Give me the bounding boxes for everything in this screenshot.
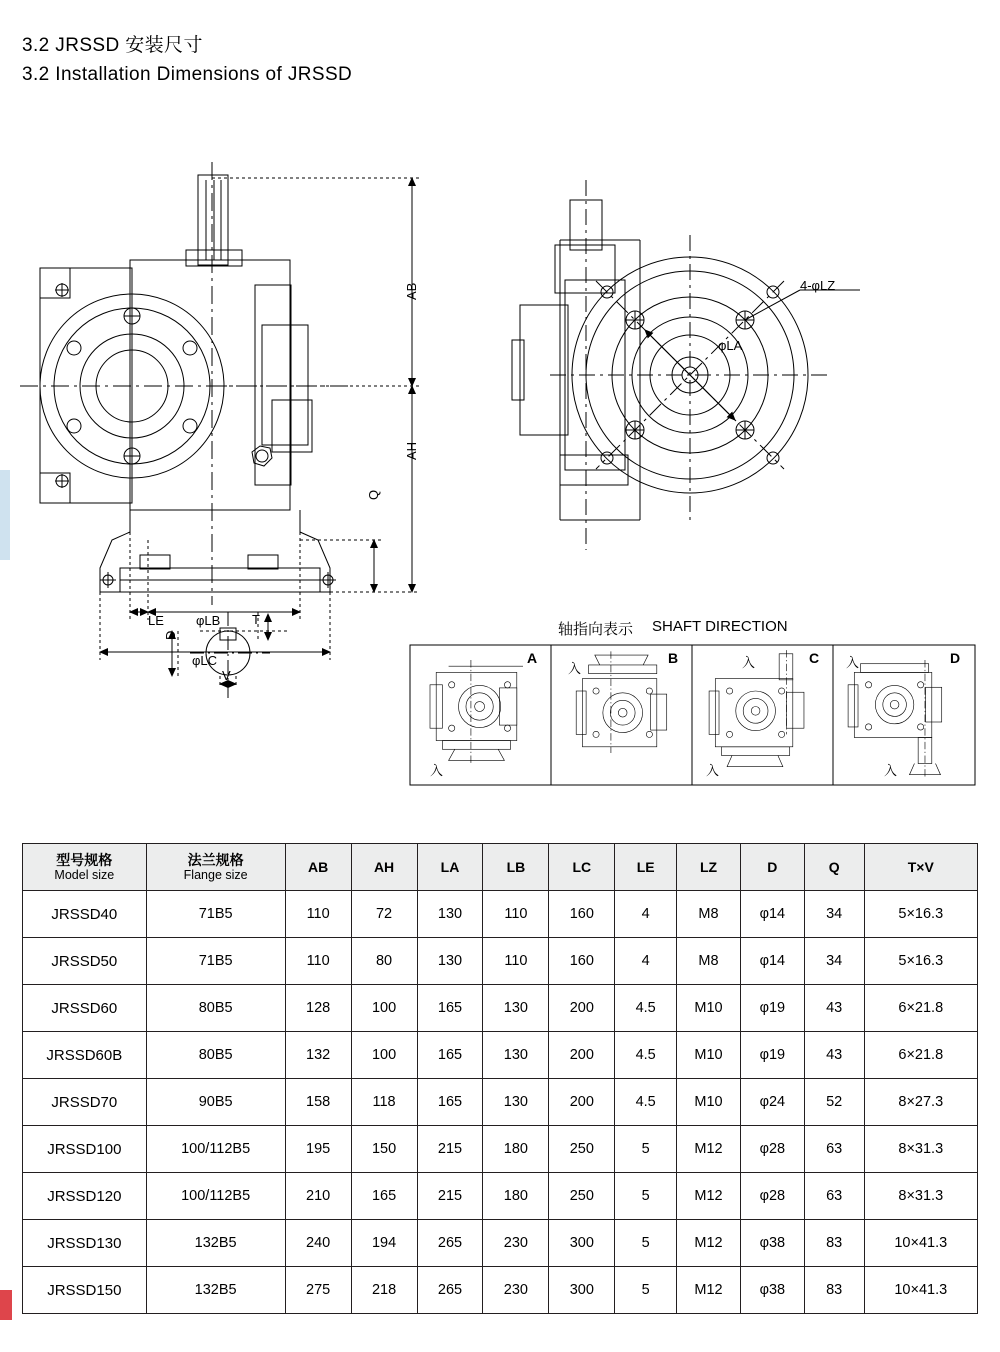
cell-ab: 195 <box>285 1126 351 1173</box>
header-d: D <box>740 844 804 891</box>
cell-ab: 240 <box>285 1220 351 1267</box>
cell-tv: 5×16.3 <box>864 938 977 985</box>
cell-ab: 128 <box>285 985 351 1032</box>
header-le: LE <box>615 844 677 891</box>
cell-lb: 110 <box>483 891 549 938</box>
cell-d: φ14 <box>740 891 804 938</box>
cell-le: 4 <box>615 938 677 985</box>
cell-q: 83 <box>804 1267 864 1314</box>
cell-tv: 10×41.3 <box>864 1220 977 1267</box>
header-model-size-cn: 型号规格 <box>56 851 113 868</box>
header-tv: T×V <box>864 844 977 891</box>
cell-la: 265 <box>417 1220 483 1267</box>
cell-la: 215 <box>417 1173 483 1220</box>
cell-lc: 160 <box>549 891 615 938</box>
cell-q: 52 <box>804 1079 864 1126</box>
cell-le: 5 <box>615 1267 677 1314</box>
table-row <box>23 1126 978 1173</box>
shaft-direction-title-cn: 轴指向表示 <box>558 621 634 638</box>
cell-model: JRSSD50 <box>23 938 147 985</box>
cell-la: 165 <box>417 985 483 1032</box>
dimension-label-t: T <box>252 612 260 627</box>
cell-model: JRSSD120 <box>23 1173 147 1220</box>
cell-le: 4.5 <box>615 1079 677 1126</box>
cell-tv: 5×16.3 <box>864 891 977 938</box>
table-row <box>23 891 978 938</box>
cell-le: 4 <box>615 891 677 938</box>
dimension-label-ab: AB <box>404 282 419 300</box>
cell-lc: 250 <box>549 1173 615 1220</box>
table-row <box>23 1032 978 1079</box>
shaft-arrow-mark-d2: 入 <box>884 763 898 778</box>
cell-q: 34 <box>804 891 864 938</box>
cell-ab: 158 <box>285 1079 351 1126</box>
table-row <box>23 1267 978 1314</box>
cell-flange: 132B5 <box>146 1220 285 1267</box>
dimension-label-ah: AH <box>404 441 419 460</box>
header-flange-size-cn: 法兰规格 <box>187 851 244 868</box>
cell-ah: 194 <box>351 1220 417 1267</box>
cell-lc: 200 <box>549 1079 615 1126</box>
cell-model: JRSSD150 <box>23 1267 147 1314</box>
header-flange-size-en: Flange size <box>183 867 248 882</box>
cell-flange: 80B5 <box>146 1032 285 1079</box>
cell-flange: 71B5 <box>146 938 285 985</box>
header-model-size-en: Model size <box>54 867 115 882</box>
shaft-view-letter-b: B <box>668 650 679 666</box>
dimensions-table <box>22 843 978 1314</box>
cell-d: φ28 <box>740 1126 804 1173</box>
dimension-label-la: φLA <box>718 338 743 353</box>
cell-lb: 130 <box>483 1032 549 1079</box>
dimension-label-lz: 4-φLZ <box>800 278 836 293</box>
dimension-label-lb: φLB <box>196 613 221 628</box>
cell-ab: 110 <box>285 891 351 938</box>
cell-ab: 110 <box>285 938 351 985</box>
cell-le: 5 <box>615 1173 677 1220</box>
cell-le: 5 <box>615 1220 677 1267</box>
cell-flange: 100/112B5 <box>146 1173 285 1220</box>
cell-tv: 6×21.8 <box>864 1032 977 1079</box>
shaft-view-letter-d: D <box>950 650 961 666</box>
cell-le: 4.5 <box>615 985 677 1032</box>
drawing-svg <box>0 100 1000 800</box>
cell-la: 130 <box>417 891 483 938</box>
cell-q: 63 <box>804 1126 864 1173</box>
cell-tv: 6×21.8 <box>864 985 977 1032</box>
cell-ah: 150 <box>351 1126 417 1173</box>
table-header-row <box>23 844 978 891</box>
header-lb: LB <box>483 844 549 891</box>
cell-tv: 8×31.3 <box>864 1173 977 1220</box>
cell-d: φ38 <box>740 1267 804 1314</box>
cell-lz: M10 <box>677 1032 741 1079</box>
shaft-direction-title-en: SHAFT DIRECTION <box>652 618 788 635</box>
header-model-size <box>23 844 147 891</box>
cell-lz: M8 <box>677 891 741 938</box>
cell-ah: 218 <box>351 1267 417 1314</box>
cell-q: 43 <box>804 985 864 1032</box>
table-row <box>23 938 978 985</box>
shaft-view-letter-c: C <box>809 650 820 666</box>
shaft-arrow-mark-d1: 入 <box>846 655 860 670</box>
dimension-label-lc: φLC <box>192 653 218 668</box>
header-q: Q <box>804 844 864 891</box>
cell-flange: 132B5 <box>146 1267 285 1314</box>
dimension-label-d: D <box>163 630 178 640</box>
cell-d: φ19 <box>740 985 804 1032</box>
shaft-arrow-mark-b: 入 <box>568 661 582 676</box>
header-lz: LZ <box>677 844 741 891</box>
dimensions-table-wrapper <box>22 843 978 1314</box>
cell-lz: M12 <box>677 1267 741 1314</box>
cell-lc: 200 <box>549 1032 615 1079</box>
cell-d: φ14 <box>740 938 804 985</box>
cell-d: φ38 <box>740 1220 804 1267</box>
cell-ah: 72 <box>351 891 417 938</box>
cell-le: 5 <box>615 1126 677 1173</box>
cell-lc: 200 <box>549 985 615 1032</box>
cell-lz: M10 <box>677 1079 741 1126</box>
cell-lb: 130 <box>483 1079 549 1126</box>
cell-ab: 132 <box>285 1032 351 1079</box>
header-flange-size <box>146 844 285 891</box>
shaft-arrow-mark-c2: 入 <box>706 763 720 778</box>
cell-ah: 100 <box>351 1032 417 1079</box>
cell-lc: 300 <box>549 1220 615 1267</box>
cell-q: 43 <box>804 1032 864 1079</box>
section-heading-en: 3.2 Installation Dimensions of JRSSD <box>22 64 353 85</box>
dimension-label-le: LE <box>148 613 164 628</box>
cell-q: 63 <box>804 1173 864 1220</box>
header-la: LA <box>417 844 483 891</box>
page-edge-red-marker <box>0 1290 12 1320</box>
table-row <box>23 985 978 1032</box>
table-row <box>23 1173 978 1220</box>
cell-flange: 100/112B5 <box>146 1126 285 1173</box>
cell-d: φ19 <box>740 1032 804 1079</box>
header-ah: AH <box>351 844 417 891</box>
cell-model: JRSSD100 <box>23 1126 147 1173</box>
cell-d: φ24 <box>740 1079 804 1126</box>
cell-lb: 180 <box>483 1126 549 1173</box>
cell-model: JRSSD40 <box>23 891 147 938</box>
cell-lc: 160 <box>549 938 615 985</box>
cell-lc: 250 <box>549 1126 615 1173</box>
cell-ah: 165 <box>351 1173 417 1220</box>
table-body <box>23 891 978 1314</box>
cell-q: 34 <box>804 938 864 985</box>
shaft-arrow-mark-c1: 入 <box>742 655 756 670</box>
cell-lb: 130 <box>483 985 549 1032</box>
cell-ah: 80 <box>351 938 417 985</box>
cell-tv: 8×31.3 <box>864 1126 977 1173</box>
cell-lc: 300 <box>549 1267 615 1314</box>
dimension-label-v: V <box>222 668 231 683</box>
cell-lz: M10 <box>677 985 741 1032</box>
header-lc: LC <box>549 844 615 891</box>
cell-lz: M12 <box>677 1173 741 1220</box>
dimension-label-q: Q <box>366 489 381 500</box>
cell-lb: 180 <box>483 1173 549 1220</box>
cell-la: 215 <box>417 1126 483 1173</box>
cell-la: 165 <box>417 1079 483 1126</box>
cell-la: 165 <box>417 1032 483 1079</box>
cell-model: JRSSD60 <box>23 985 147 1032</box>
cell-lb: 230 <box>483 1220 549 1267</box>
table-row <box>23 1220 978 1267</box>
cell-flange: 80B5 <box>146 985 285 1032</box>
cell-model: JRSSD70 <box>23 1079 147 1126</box>
section-heading-cn: 3.2 JRSSD 安装尺寸 <box>22 35 203 56</box>
shaft-view-letter-a: A <box>527 650 538 666</box>
cell-ah: 100 <box>351 985 417 1032</box>
cell-ab: 210 <box>285 1173 351 1220</box>
header-ab: AB <box>285 844 351 891</box>
cell-lz: M8 <box>677 938 741 985</box>
cell-lb: 110 <box>483 938 549 985</box>
cell-le: 4.5 <box>615 1032 677 1079</box>
cell-tv: 8×27.3 <box>864 1079 977 1126</box>
cell-la: 130 <box>417 938 483 985</box>
cell-ab: 275 <box>285 1267 351 1314</box>
cell-ah: 118 <box>351 1079 417 1126</box>
cell-model: JRSSD130 <box>23 1220 147 1267</box>
cell-lz: M12 <box>677 1126 741 1173</box>
cell-lz: M12 <box>677 1220 741 1267</box>
shaft-arrow-mark-a: 入 <box>430 763 444 778</box>
cell-la: 265 <box>417 1267 483 1314</box>
cell-model: JRSSD60B <box>23 1032 147 1079</box>
cell-lb: 230 <box>483 1267 549 1314</box>
technical-drawing <box>0 100 1000 800</box>
cell-q: 83 <box>804 1220 864 1267</box>
cell-tv: 10×41.3 <box>864 1267 977 1314</box>
cell-flange: 71B5 <box>146 891 285 938</box>
table-row <box>23 1079 978 1126</box>
cell-flange: 90B5 <box>146 1079 285 1126</box>
cell-d: φ28 <box>740 1173 804 1220</box>
